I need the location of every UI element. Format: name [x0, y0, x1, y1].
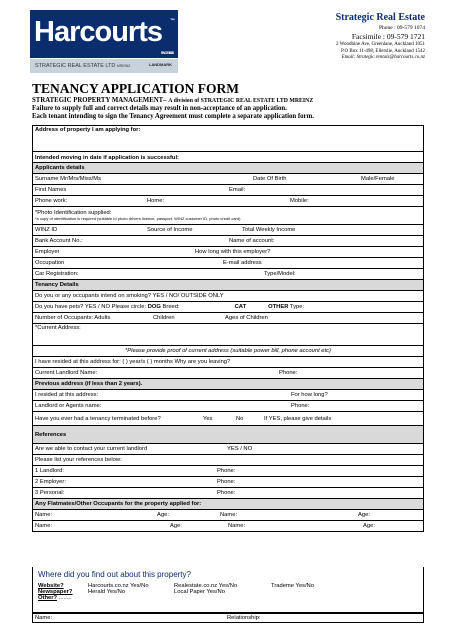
surname-row[interactable] [33, 174, 424, 185]
home-label: Home: [147, 198, 165, 204]
logo-badge: LANDMARK [148, 62, 172, 67]
form-title: TENANCY APPLICATION FORM [32, 81, 240, 96]
resided2-row[interactable] [33, 390, 424, 401]
children-label: Children [153, 315, 175, 321]
ref3-phone: Phone: [217, 490, 236, 496]
address-field[interactable] [33, 126, 424, 152]
resided2-label: I resided at this address: [35, 392, 99, 398]
no-label: No [236, 415, 244, 422]
sub3: Each tenant intending to sign the Tenancy Agreement must complete a separate application form. [32, 113, 314, 120]
source-section [32, 567, 424, 614]
pets-row[interactable] [33, 302, 424, 313]
other-label: OTHER [268, 304, 289, 310]
occupants-label: Number of Occupants: Adults [35, 315, 111, 321]
employer-row[interactable] [33, 247, 424, 258]
fm1-age2: Age: [358, 512, 370, 518]
intended-field[interactable] [33, 152, 424, 163]
office-email: Email: Strategic.rentals@harcourts.co.nz [341, 55, 425, 61]
fm1-age: Age: [157, 512, 169, 518]
office-addr2: P.O Box 11-498, Ellerslie, Auckland 1542 [341, 49, 425, 55]
weekly-label: Total Weekly Income [242, 227, 296, 233]
footer-name: Name: [35, 615, 53, 621]
office-fax: Facsimile : 09-579 1721 [351, 32, 425, 41]
realestate-option[interactable]: Realestate.co.nz Yes/No [174, 583, 238, 589]
harcourts-option[interactable]: Harcourts.co.nz Yes/No [88, 583, 149, 589]
fm2-name: Name: [35, 523, 53, 529]
photo-note: *a copy of identification is required (suitable Id photo drivers licence, passport, WINZ customer ID, photo credit card) [35, 216, 241, 221]
footer-relationship: Relationship: [227, 615, 261, 621]
occupants-row[interactable] [33, 313, 424, 324]
type-label: Type/Model: [264, 271, 296, 277]
logo-text: Harcourts [34, 16, 162, 48]
landlord-row[interactable] [33, 368, 424, 379]
other-label: Other? [38, 595, 58, 601]
employer-label: Employer [35, 249, 60, 255]
logo-main [30, 10, 178, 58]
phone-label: Phone: [279, 370, 298, 376]
ifyes-label: If YES, please give details [264, 415, 332, 422]
source-label: Source of Income [147, 227, 193, 233]
landlord-label: Current Landlord Name: [35, 370, 98, 376]
smoking-row[interactable] [33, 291, 424, 302]
sub1b: A division of STRATEGIC REAL ESTATE LTD MREINZ [168, 98, 314, 104]
current-label: *Current Address: [35, 325, 81, 331]
photo-id-row[interactable] [33, 207, 424, 225]
pets-label: Do you have pets? YES / NO Please circle: [35, 304, 147, 310]
references-header: References [33, 426, 424, 444]
breed-label: Breed: [162, 304, 180, 310]
office-details [275, 12, 425, 60]
ref2-phone: Phone: [217, 479, 236, 485]
firstname-row[interactable] [33, 185, 424, 196]
bank-label: Bank Account No.: [35, 238, 83, 244]
list-row [33, 455, 424, 466]
terminated-label: Have you ever had a tenancy terminated before? [35, 415, 161, 422]
ages-label: Ages of Children [225, 315, 268, 321]
logo-sub [30, 59, 178, 73]
office-phone: Phone : 09-579 1074 [379, 25, 425, 31]
current-address-row[interactable] [33, 324, 424, 346]
surname-label: Surname Mr/Mrs/Miss/Ms [35, 176, 102, 182]
fm1-name: Name: [35, 512, 53, 518]
herald-option[interactable]: Herald Yes/No [88, 589, 126, 595]
previous-header: Previous address (if less than 2 years). [33, 379, 424, 390]
ref1-phone: Phone: [217, 468, 236, 474]
fm2-name2: Name: [228, 523, 246, 529]
how-long2-label: For how long? [291, 392, 328, 398]
terminated-row[interactable] [33, 412, 424, 426]
how-long-label: How long with this employer? [195, 249, 271, 255]
ref2-label: 2 Employer: [35, 479, 66, 485]
proof-note: *Please provide proof of current address (suitable power bill, phone account etc) [33, 346, 424, 357]
fm1-name2: Name: [220, 512, 238, 518]
fm2-age: Age: [170, 523, 182, 529]
office-name: Strategic Real Estate [335, 12, 425, 23]
applicants-header: Applicants details [33, 163, 424, 174]
tenancy-header: Tenancy Details [33, 280, 424, 291]
occupation-label: Occupation [35, 260, 65, 266]
cat-label: CAT [234, 304, 247, 310]
application-form [32, 125, 424, 532]
fm2-age2: Age: [363, 523, 375, 529]
other-dots[interactable]: ........ [58, 595, 72, 601]
dob-label: Date Of Birth [253, 176, 287, 182]
source-line-3 [38, 595, 418, 601]
email-label: Email: [229, 187, 246, 193]
landlord2-row[interactable] [33, 401, 424, 412]
photo-label: *Photo Identification supplied: [35, 210, 112, 216]
dog-label: DOG [147, 304, 161, 310]
logo-sub-small: MREINZ [116, 64, 131, 68]
logo-sub-text: STRATEGIC REAL ESTATE LTD [35, 63, 116, 69]
website-label: Website? [38, 583, 64, 589]
phone2-label: Phone: [291, 403, 310, 409]
list-label: Please list your references below: [35, 457, 122, 463]
bank-row[interactable] [33, 236, 424, 247]
yesno-label: YES / NO [227, 446, 253, 452]
source-question: Where did you find out about this property? [38, 570, 191, 579]
local-paper-option[interactable]: Local Paper Yes/No [174, 589, 225, 595]
car-row[interactable] [33, 269, 424, 280]
trademe-option[interactable]: Trademe Yes/No [271, 583, 314, 589]
landlord2-label: Landlord or Agents name: [35, 403, 102, 409]
ref1-row[interactable] [33, 466, 424, 477]
phone-work-label: Phone work: [35, 198, 68, 204]
winz-row[interactable] [33, 225, 424, 236]
harcourts-logo [30, 10, 178, 72]
ref3-label: 3 Personal: [35, 490, 65, 496]
address-label: Address of property I am applying for: [35, 127, 141, 133]
phone-row[interactable] [33, 196, 424, 207]
logo-since: SINCE 1888 [160, 50, 173, 55]
mobile-label: Mobile: [290, 198, 309, 204]
logo-tm: ™ [170, 18, 174, 24]
contact-label: Are we able to contact your current landlord [35, 446, 148, 452]
type2-label: Type: [289, 304, 305, 310]
office-addr1: 2 Woodbine Ave, Greenlane, Auckland 1051 [336, 42, 425, 47]
flatmate-row-1[interactable] [33, 510, 424, 521]
occupation-row[interactable] [33, 258, 424, 269]
form-subheading [32, 97, 432, 121]
flatmate-row-2[interactable] [33, 521, 424, 532]
flatmates-header: Any Flatmates/Other Occupants for the property applied for: [33, 499, 424, 510]
intended-label: Intended moving in date if application is successful: [35, 155, 179, 161]
yes-label: Yes [203, 415, 213, 422]
resided-row[interactable] [33, 357, 424, 368]
contact-row[interactable] [33, 444, 424, 455]
smoke-label: Do you or any occupants intend on smoking? YES / NO/ OUTSIDE ONLY [35, 293, 224, 299]
ref1-label: 1 Landlord: [35, 468, 65, 474]
winz-label: WINZ ID [35, 227, 58, 233]
resided-label: I have resided at this address for: ( ) year/s ( ) months Why are you leaving? [35, 359, 231, 365]
sub2: Failure to supply full and correct details may result in non-acceptance of an application. [32, 105, 287, 112]
bank-name-label: Name of account: [229, 238, 275, 244]
newspaper-label: Newspaper? [38, 589, 73, 595]
ref2-row[interactable] [33, 477, 424, 488]
footer-row[interactable] [32, 612, 424, 623]
sub1: STRATEGIC PROPERTY MANAGEMENT– [32, 97, 167, 104]
car-label: Car Registration: [35, 271, 79, 277]
email-addr-label: E-mail address [223, 260, 262, 266]
first-label: First Names [35, 187, 67, 193]
sex-label: Male/Female [361, 176, 395, 182]
ref3-row[interactable] [33, 488, 424, 499]
